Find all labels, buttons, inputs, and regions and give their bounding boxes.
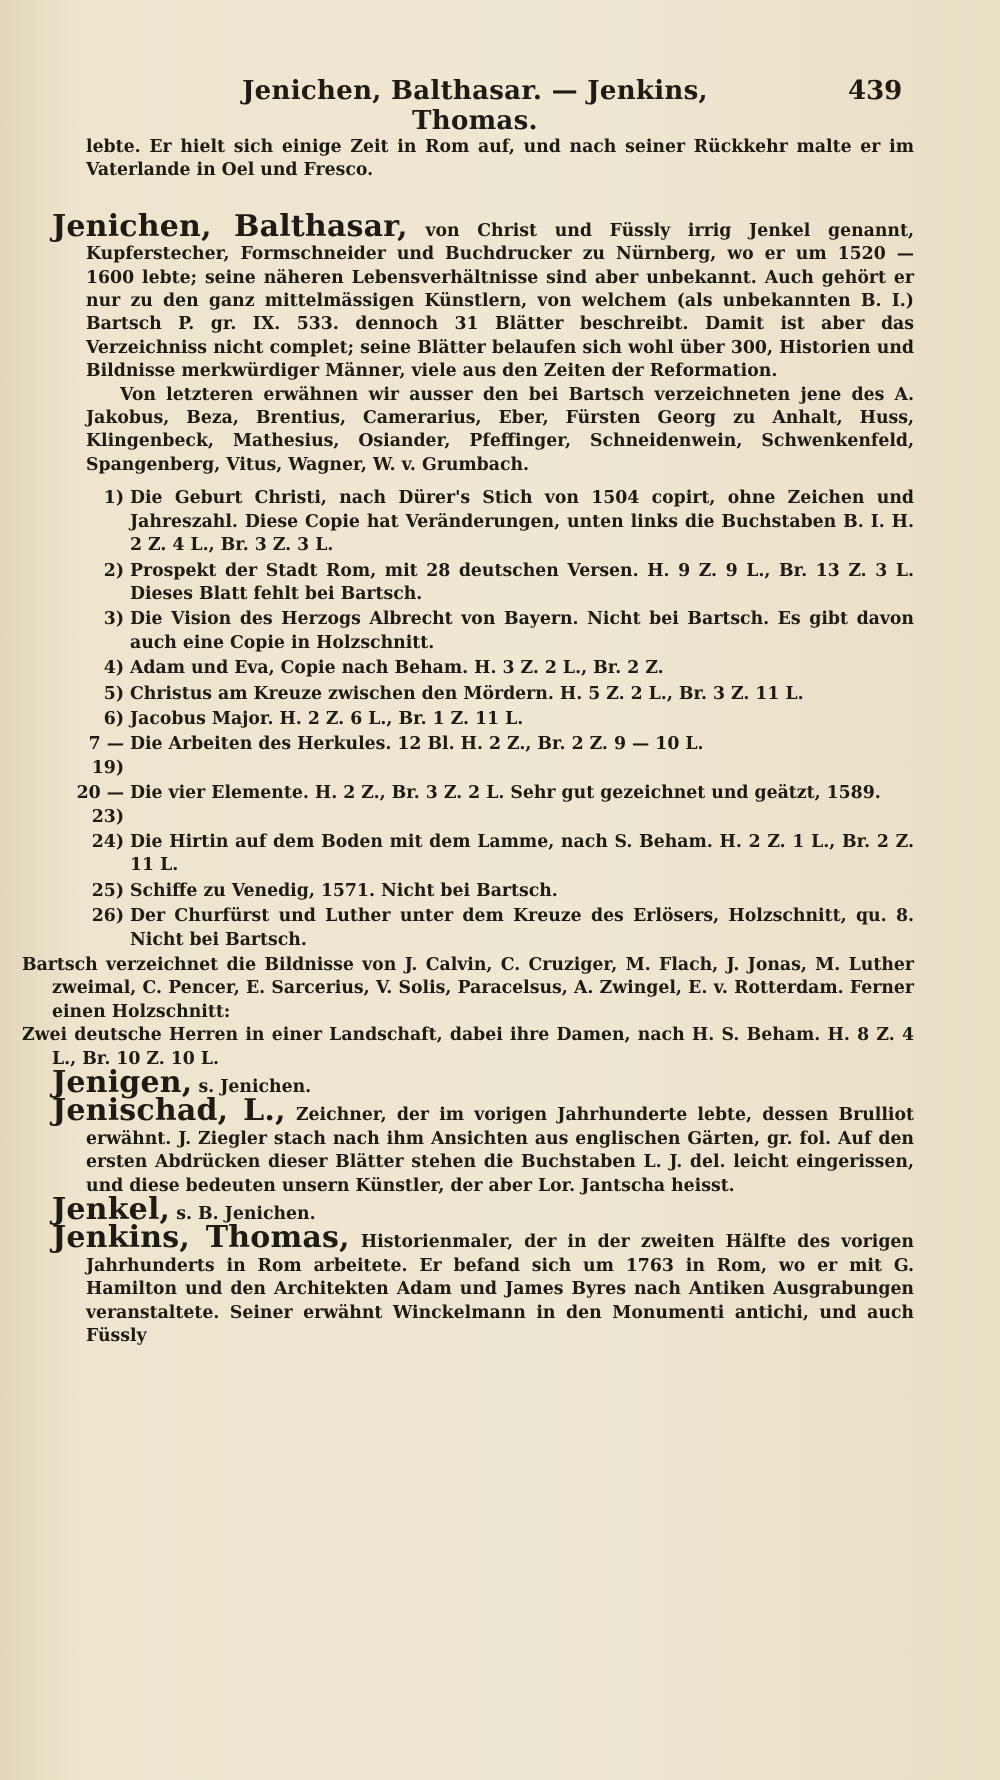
entry-text: von Christ und Füssly irrig Jenkel genannt, Kupferstecher, Formschneider und Buchdrucker zu Nürnberg, wo er um 1520 — 1600 lebte; seine näheren Lebensverhältnisse sind aber unbekannt. Auch gehört er nur zu den ganz mittelmässigen Künstlern, von welchem (als unbekannten B. I.) Bartsch P. gr. IX. 533. dennoch 31 Blätter beschreibt. Damit ist aber das Verzeichniss nicht complet; seine Blätter belaufen sich wohl über 300, Historien und Bildnisse merkwürdiger Männer, viele aus den Zeiten der Reformation. (86, 220, 914, 382)
item-text: Die Geburt Christi, nach Dürer's Stich von 1504 copirt, ohne Zeichen und Jahreszahl. Diese Copie hat Veränderungen, unten links die Buchstaben B. I. H. 2 Z. 4 L., Br. 3 Z. 3 L. (130, 488, 914, 556)
item-number: 20 — 23) (76, 783, 124, 827)
entry-name: Jenischad, L., (52, 1093, 286, 1129)
item-text: Christus am Kreuze zwischen den Mördern. H. 5 Z. 2 L., Br. 3 Z. 11 L. (130, 683, 804, 704)
woodcut-note: Zwei deutsche Herren in einer Landschaft, dabei ihre Damen, nach H. S. Beham. H. 8 Z. 4 L., Br. 10 Z. 10 L. (22, 1025, 914, 1069)
item-text: Die vier Elemente. H. 2 Z., Br. 3 Z. 2 L. Sehr gut gezeichnet und geätzt, 1589. (130, 783, 881, 804)
entry-jenkins (52, 1220, 914, 1348)
item-number: 24) (91, 831, 124, 852)
item-number: 6) (103, 708, 124, 729)
list-item (52, 560, 914, 607)
item-number: 5) (103, 683, 124, 704)
item-number: 7 — 19) (88, 734, 124, 778)
entry-name: Jenkins, Thomas, (52, 1220, 350, 1256)
item-text: Jacobus Major. H. 2 Z. 6 L., Br. 1 Z. 11 L. (130, 708, 524, 729)
continuation-text: lebte. Er hielt sich einige Zeit in Rom auf, und nach seiner Rückkehr malte er im Vaterlande in Oel und Fresco. (86, 137, 914, 181)
page-number: 439 (848, 76, 903, 106)
entry-paragraph: Von letzteren erwähnen wir ausser den bei Bartsch verzeichneten jene des A. Jakobus, Beza, Brentius, Camerarius, Eber, Fürsten Georg zu Anhalt, Huss, Klingenbeck, Mathesius, Osiander, Pfeffinger, Schneidenwein, Schwenkenfeld, Spangenberg, Vitus, Wagner, W. v. Grumbach. (86, 384, 914, 475)
entry-text: s. B. Jenichen. (176, 1204, 316, 1225)
list-item (52, 831, 914, 878)
list-item (52, 880, 914, 903)
list-item (52, 657, 914, 680)
item-number: 4) (103, 658, 124, 679)
entry-text: Historienmaler, der in der zweiten Hälfte des vorigen Jahrhunderts in Rom arbeitete. Er befand sich um 1763 in Rom, wo er mit G. Hamilton und den Architekten Adam und James Byres nach Antiken Ausgrabungen veranstaltete. Seiner erwähnt Winckelmann in den Monumenti antichi, und auch Füssly (86, 1232, 914, 1347)
item-number: 2) (103, 560, 124, 581)
item-text: Die Arbeiten des Herkules. 12 Bl. H. 2 Z., Br. 2 Z. 9 — 10 L. (130, 734, 704, 755)
item-text: Prospekt der Stadt Rom, mit 28 deutschen Versen. H. 9 Z. 9 L., Br. 13 Z. 3 L. Dieses Blatt fehlt bei Bartsch. (130, 560, 914, 604)
list-item (52, 708, 914, 731)
list-item (52, 683, 914, 706)
item-number: 1) (103, 488, 124, 509)
entry-name: Jenkel, (52, 1192, 171, 1228)
item-text: Die Vision des Herzogs Albrecht von Bayern. Nicht bei Bartsch. Es gibt davon auch eine Copie in Holzschnitt. (130, 609, 914, 653)
list-item (52, 487, 914, 557)
entry-text: s. Jenichen. (198, 1077, 312, 1098)
entry-name: Jenichen, Balthasar, (52, 208, 408, 244)
list-item (52, 733, 914, 780)
entry-jenichen (52, 208, 914, 384)
list-item (52, 608, 914, 655)
works-list (52, 487, 914, 952)
entry-jenischad (52, 1093, 914, 1198)
list-item (52, 905, 914, 952)
item-number: 25) (91, 880, 124, 901)
item-number: 26) (91, 906, 124, 927)
entry-name: Jenigen, (52, 1065, 193, 1101)
item-number: 3) (103, 609, 124, 630)
entry-text: Zeichner, der im vorigen Jahrhunderte lebte, dessen Brulliot erwähnt. J. Ziegler stach nach ihm Ansichten aus englischen Gärten, gr. fol. Auf den ersten Abdrücken dieser Blätter stehen die Buchstaben L. J. del. leicht eingerissen, und diese bedeuten unsern Künstler, der aber Lor. Jantscha heisst. (86, 1105, 914, 1196)
item-text: Schiffe zu Venedig, 1571. Nicht bei Bartsch. (130, 880, 558, 901)
item-text: Adam und Eva, Copie nach Beham. H. 3 Z. 2 L., Br. 2 Z. (130, 658, 664, 679)
list-item (52, 782, 914, 829)
item-text: Die Hirtin auf dem Boden mit dem Lamme, nach S. Beham. H. 2 Z. 1 L., Br. 2 Z. 11 L. (130, 831, 914, 876)
running-head: Jenichen, Balthasar. — Jenkins, Thomas. (242, 76, 708, 136)
page-content (22, 136, 914, 1349)
item-text: Der Churfürst und Luther unter dem Kreuze des Erlösers, Holzschnitt, qu. 8. Nicht bei Bartsch. (130, 906, 914, 950)
bartsch-note: Bartsch verzeichnet die Bildnisse von J. Calvin, C. Cruziger, M. Flach, J. Jonas, M. Luther zweimal, C. Pencer, E. Sarcerius, V. Solis, Paracelsus, A. Zwingel, E. v. Rotterdam. Ferner einen Holzschnitt: (22, 955, 914, 1022)
